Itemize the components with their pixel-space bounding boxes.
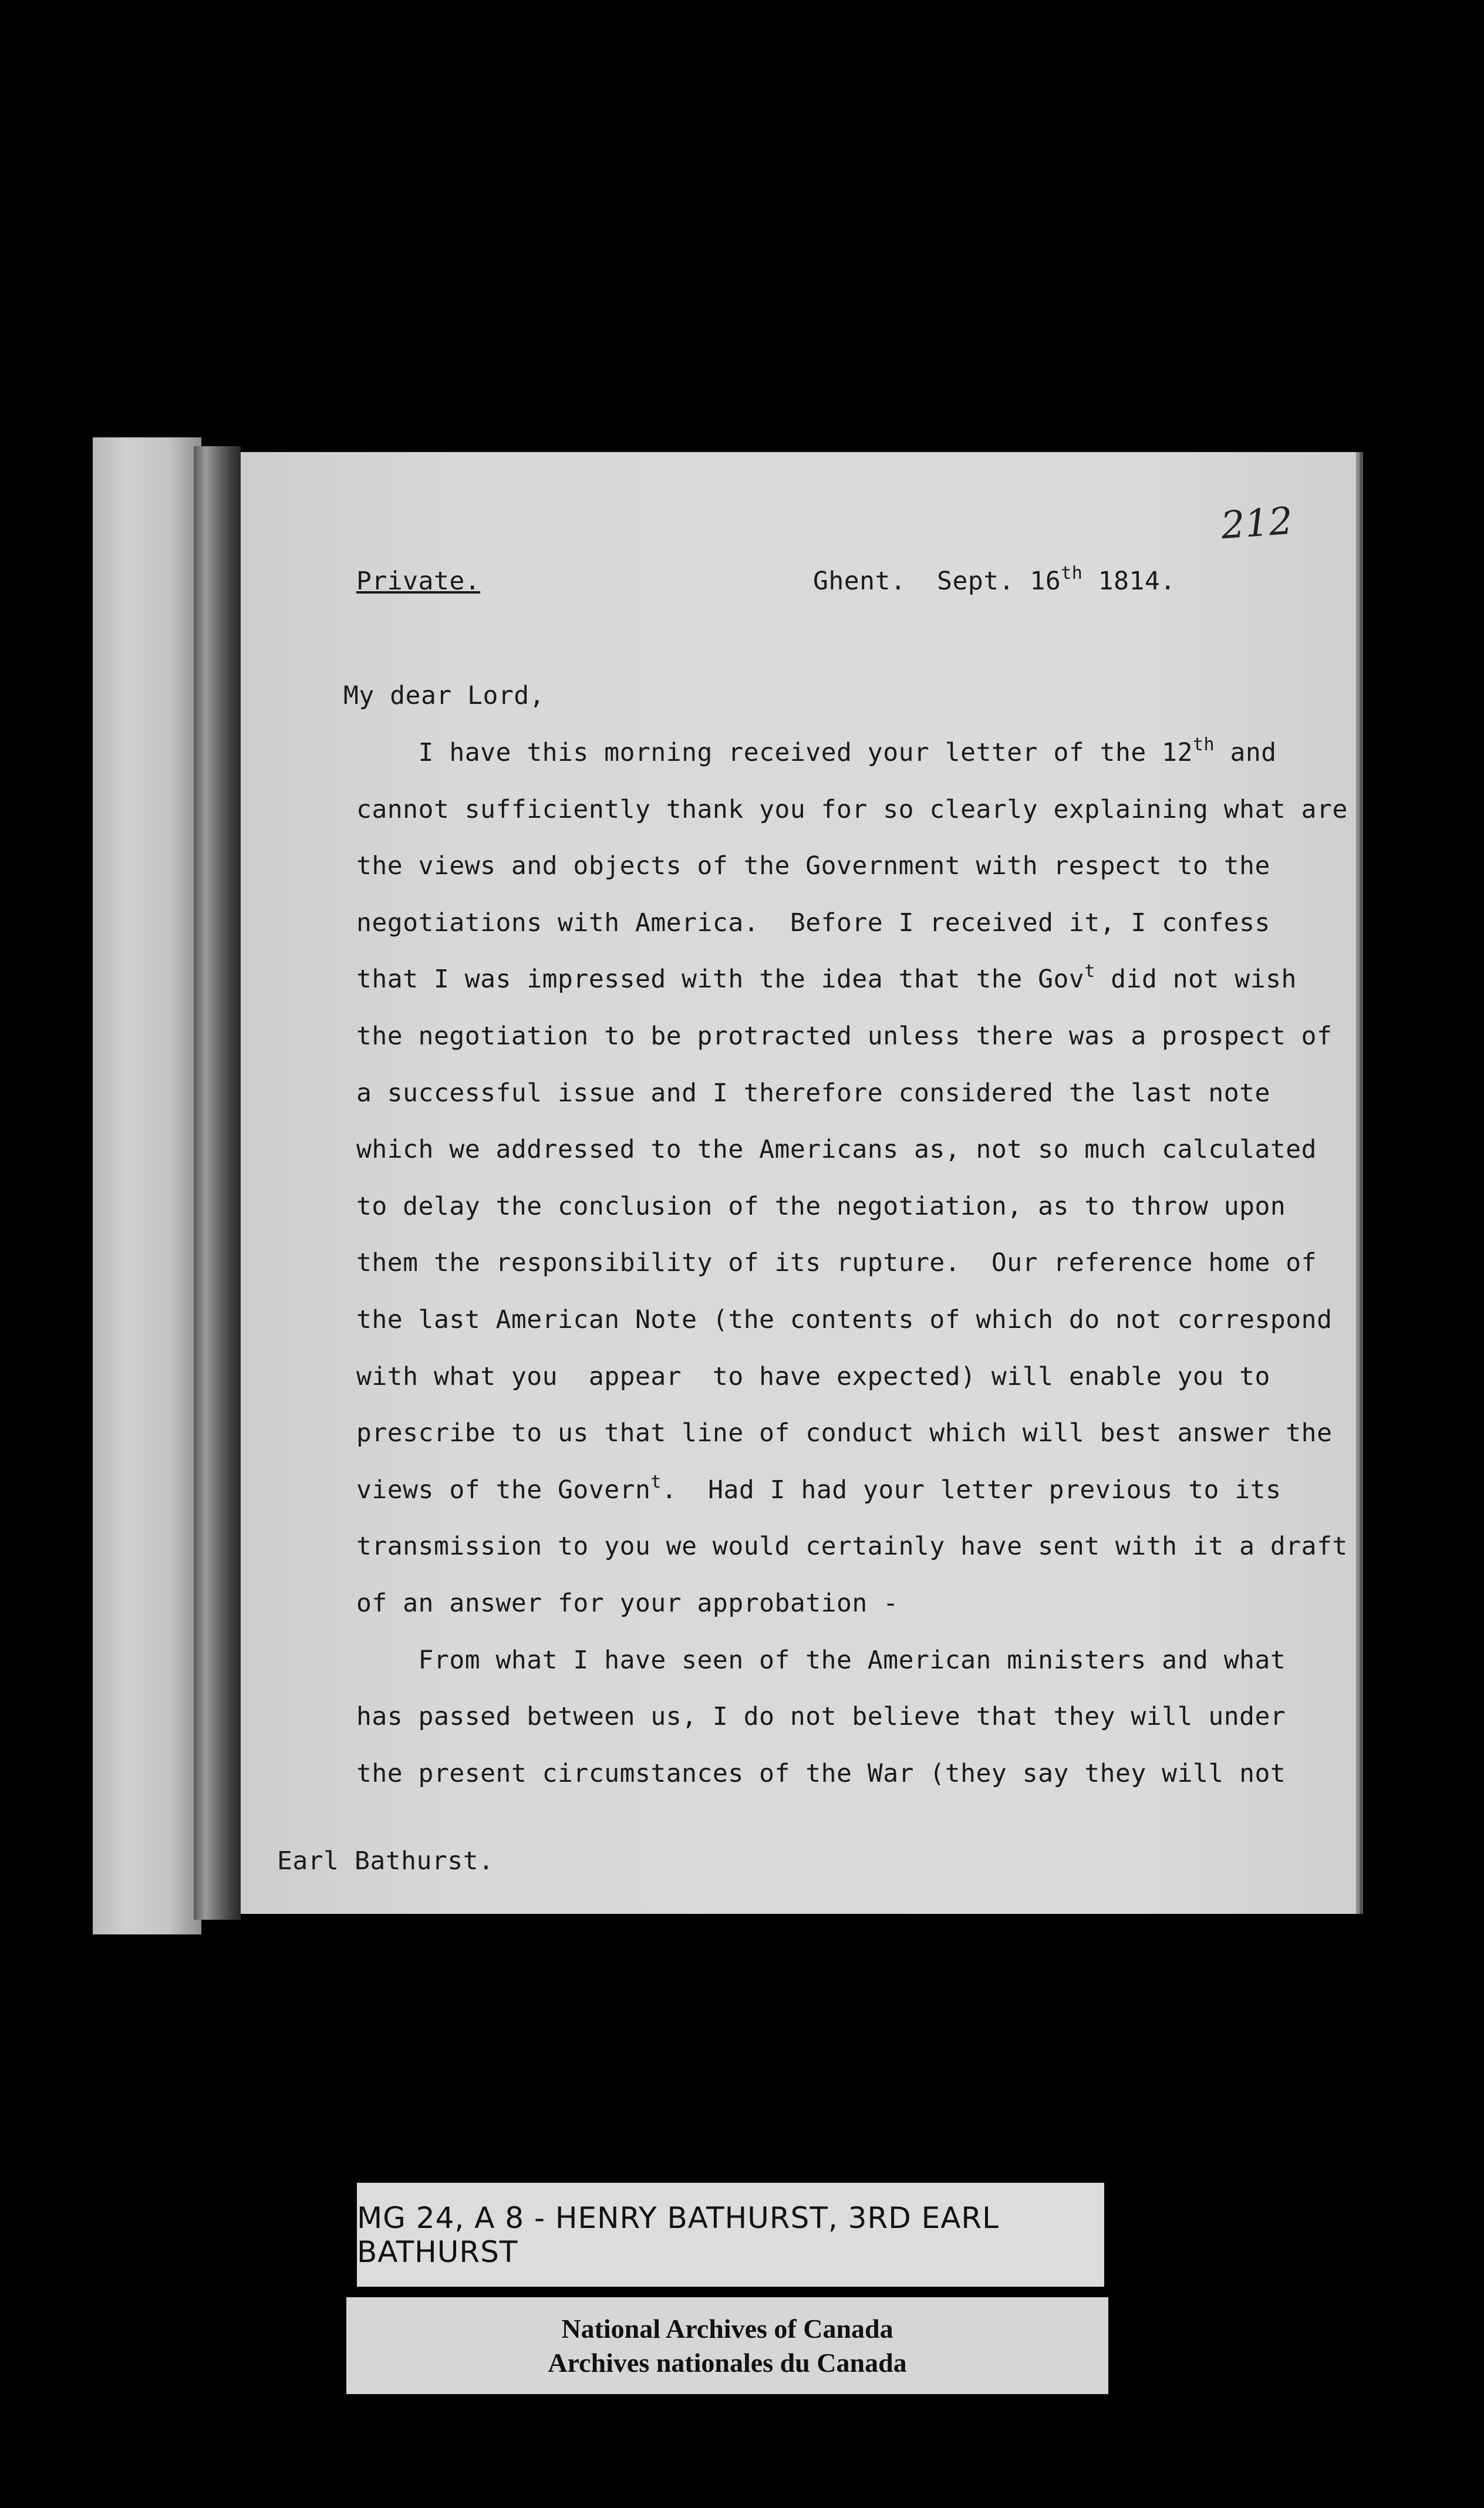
body-line-text: of an answer for your approbation - <box>356 1589 899 1618</box>
body-line-superscript: th <box>1192 734 1215 755</box>
heading-date-superscript: th <box>1061 563 1083 584</box>
heading-place-date <box>813 563 1176 596</box>
body-line <box>356 851 1270 881</box>
body-line-text: them the responsibility of its rupture. Our reference home of <box>356 1248 1317 1277</box>
page-number: 212 <box>1219 499 1294 548</box>
body-line <box>356 1362 1270 1391</box>
body-line <box>356 1532 1348 1561</box>
body-line-text: has passed between us, I do not believe that they will under <box>356 1702 1286 1731</box>
closing-addressee: Earl Bathurst. <box>277 1846 494 1876</box>
salutation: My dear Lord, <box>343 681 545 710</box>
body-line-text: From what I have seen of the American ministers and what <box>356 1646 1286 1675</box>
heading-year: 1814. <box>1082 567 1176 596</box>
body-line-text-continued: . Had I had your letter previous to its <box>661 1475 1281 1505</box>
body-line-text-continued: and <box>1215 738 1277 767</box>
body-line-text: the views and objects of the Government with respect to the <box>356 851 1270 881</box>
letter-page <box>241 452 1356 1914</box>
body-line-text: a successful issue and I therefore considered the last note <box>356 1078 1270 1108</box>
body-line-text: with what you appear to have expected) will enable you to <box>356 1362 1270 1391</box>
archive-label <box>346 2297 1108 2394</box>
heading-place-date-text: Ghent. Sept. 16 <box>813 567 1061 596</box>
body-line <box>356 1702 1286 1731</box>
body-line-text: the negotiation to be protracted unless there was a prospect of <box>356 1022 1333 1051</box>
body-line-text-continued: did not wish <box>1095 965 1297 994</box>
archive-label-fr: Archives nationales du Canada <box>548 2347 907 2378</box>
heading-private: Private. <box>356 567 481 596</box>
body-line-text: I have this morning received your letter of the 12 <box>356 738 1193 767</box>
body-line <box>356 1248 1317 1277</box>
book-spine <box>194 446 241 1920</box>
body-line-text: cannot sufficiently thank you for so clearly explaining what are <box>356 795 1348 824</box>
body-line-text: which we addressed to the Americans as, not so much calculated <box>356 1135 1317 1164</box>
body-line <box>356 961 1297 994</box>
body-line-superscript: t <box>650 1472 662 1492</box>
body-line <box>356 1078 1270 1108</box>
body-line <box>356 734 1277 767</box>
body-line-text: the present circumstances of the War (they say they will not <box>356 1759 1286 1788</box>
archive-label-en: National Archives of Canada <box>561 2313 893 2344</box>
body-line <box>356 1418 1332 1448</box>
reference-label: MG 24, A 8 - HENRY BATHURST, 3RD EARL BATHURST <box>357 2183 1104 2287</box>
body-line-superscript: t <box>1084 961 1095 982</box>
body-line-text: the last American Note (the contents of which do not correspond <box>356 1305 1333 1334</box>
body-line <box>356 1192 1286 1221</box>
body-line-text: prescribe to us that line of conduct which will best answer the <box>356 1418 1333 1448</box>
body-line <box>356 1759 1286 1788</box>
body-line <box>356 1589 899 1618</box>
body-line-text: that I was impressed with the idea that the Gov <box>356 965 1085 994</box>
body-line <box>356 1135 1317 1164</box>
body-line-text: negotiations with America. Before I received it, I confess <box>356 908 1270 938</box>
body-line <box>356 908 1270 938</box>
body-line <box>356 795 1348 824</box>
body-line-text: views of the Govern <box>356 1475 651 1505</box>
body-line-text: transmission to you we would certainly have sent with it a draft <box>356 1532 1348 1561</box>
body-line <box>356 1305 1332 1334</box>
body-line <box>356 1472 1281 1505</box>
left-page-edge <box>93 437 201 1934</box>
body-line <box>356 1646 1286 1675</box>
body-line-text: to delay the conclusion of the negotiation, as to throw upon <box>356 1192 1286 1221</box>
body-line <box>356 1022 1332 1051</box>
